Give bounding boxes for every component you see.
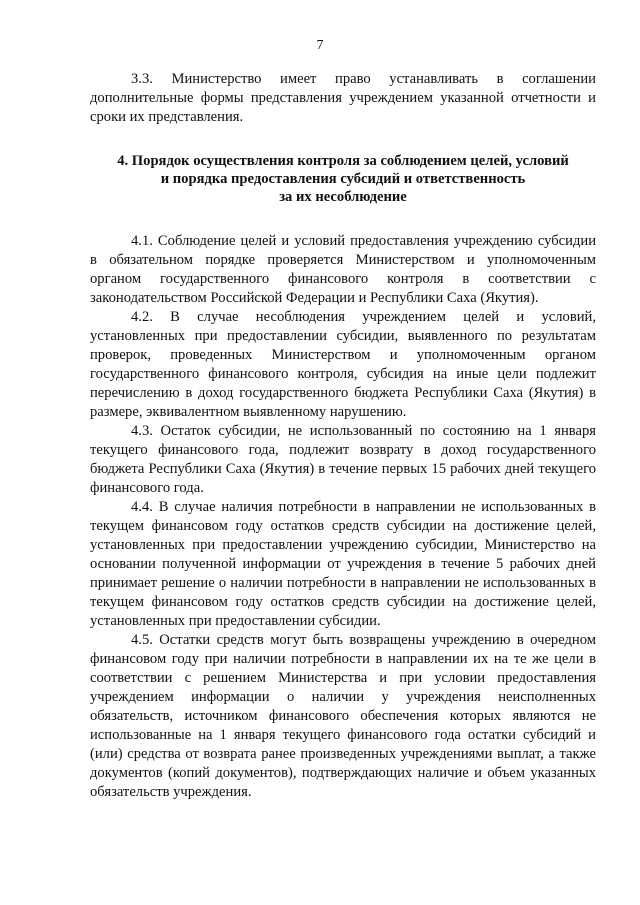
paragraph-4-2: 4.2. В случае несоблюдения учреждением целей и условий, установленных при предоставлении субсидии, выявленного по результатам проверок, проведенных Министерством и уполномоченным органом государственного финансового контроля, субсидия на иные цели подлежит перечислению в доход государственного бюджета Республики Саха (Якутия) в размере, эквивалентном выявленному нарушению. xyxy=(90,309,596,420)
paragraph-4-4: 4.4. В случае наличия потребности в направлении не использованных в текущем финансовом году остатков средств субсидии на достижение целей, установленных при предоставлении учреждению субсидии, Министерство на основании полученной информации от учреждения в течение 5 рабочих дней принимает решение о наличии потребности в направлении не использованных в текущем финансовом году остатков средств субсидии на достижение целей, установленных при предоставлении субсидии. xyxy=(90,499,596,629)
section-heading-line: и порядка предоставления субсидий и ответственность xyxy=(160,171,526,187)
section-4-heading xyxy=(90,152,596,206)
paragraph-4-5: 4.5. Остатки средств могут быть возвращены учреждению в очередном финансовом году при наличии потребности в направлении их на те же цели в соответствии с решением Министерства и при условии предоставления учреждением информации о наличии у учреждения неисполненных обязательств, источником финансового обеспечения которых являются не использованные на 1 января текущего финансового года остатки субсидий и (или) средства от возврата ранее произведенных учреждениями выплат, а также документов (копий документов), подтверждающих наличие и объем указанных обязательств учреждения. xyxy=(90,632,596,800)
section-heading-line: 4. Порядок осуществления контроля за соблюдением целей, условий xyxy=(117,153,569,169)
paragraph-4-3: 4.3. Остаток субсидии, не использованный по состоянию на 1 января текущего финансового года, подлежит возврату в доход государственного бюджета Республики Саха (Якутия) в течение первых 15 рабочих дней текущего финансового года. xyxy=(90,423,596,496)
paragraph-3-3: 3.3. Министерство имеет право устанавливать в соглашении дополнительные формы представления учреждением указанной отчетности и сроки их представления. xyxy=(90,71,596,125)
document-body xyxy=(90,70,596,802)
section-heading-line: за их несоблюдение xyxy=(279,189,407,205)
paragraph-4-1: 4.1. Соблюдение целей и условий предоставления учреждению субсидии в обязательном порядке проверяется Министерством и уполномоченным органом государственного финансового контроля в соответствии с законодательством Российской Федерации и Республики Саха (Якутия). xyxy=(90,233,596,306)
page-number: 7 xyxy=(316,38,324,53)
